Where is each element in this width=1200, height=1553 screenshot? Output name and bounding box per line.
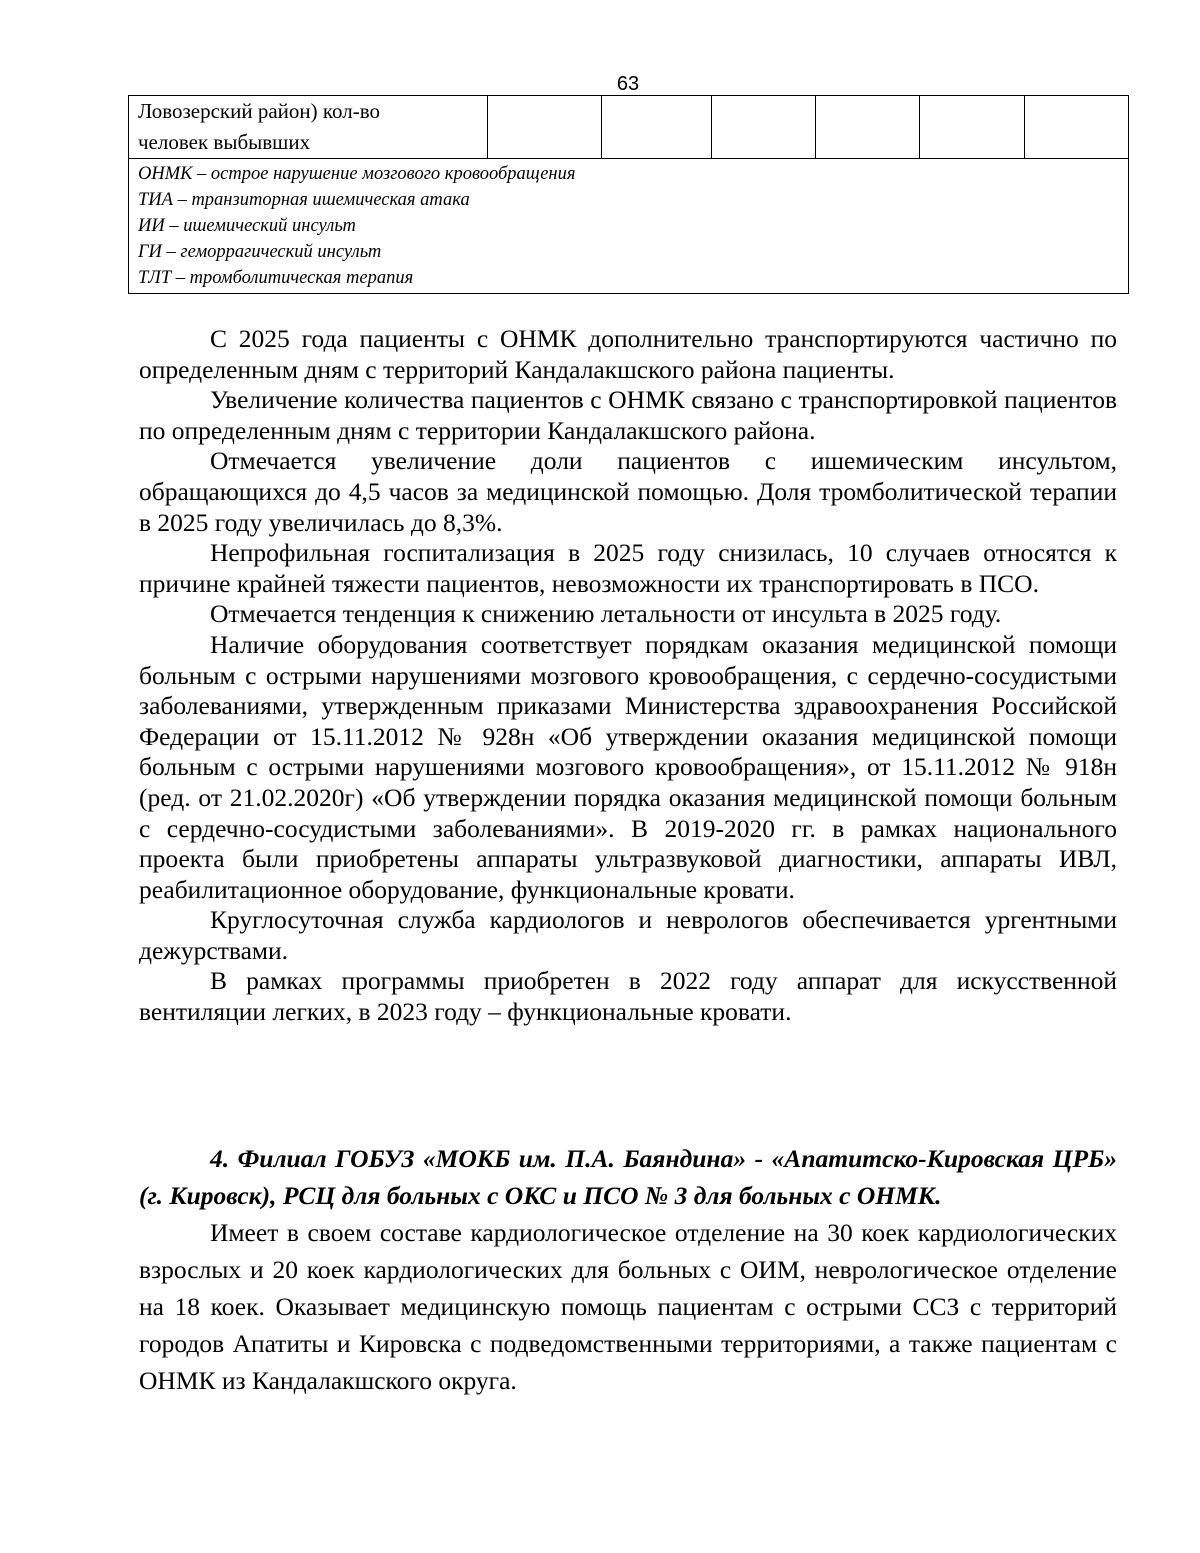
paragraph: Отмечается увеличение доли пациентов с ишемическим инсультом, обращающихся до 4,5 часов за медицинской помощью. Доля тромболитической терапии в 2025 году увеличилась до 8,3%. — [139, 446, 1117, 537]
paragraph: Увеличение количества пациентов с ОНМК связано с транспортировкой пациентов по определенным дням с территории Кандалакшского района. — [139, 385, 1117, 445]
legend-item: ИИ – ишемический инсульт — [138, 216, 356, 236]
legend-item: ГИ – геморрагический инсульт — [138, 242, 382, 262]
section-paragraph: Имеет в своем составе кардиологическое отделение на 30 коек кардиологических взрослых и 20 коек кардиологических для больных с ОИМ, неврологическое отделение на 18 коек. Оказывает медицинскую помощь пациентам с острыми ССЗ с территорий городов Апатиты и Кировска с подведомственными территориями, а также пациентам с ОНМК из Кандалакшского округа. — [139, 1218, 1117, 1395]
legend-item: ТЛТ – тромболитическая терапия — [138, 268, 414, 288]
table-row — [129, 96, 1129, 159]
legend-item: ОНМК – острое нарушение мозгового кровообращения — [138, 164, 576, 184]
section-4 — [139, 1140, 1117, 1399]
statistics-table — [128, 95, 1129, 294]
table-cell — [1025, 96, 1129, 159]
legend-item: ТИА – транзиторная ишемическая атака — [138, 190, 470, 210]
page-number: 63 — [616, 73, 640, 95]
table-cell — [816, 96, 920, 159]
paragraph: С 2025 года пациенты с ОНМК дополнительно транспортируются частично по определенным дням с территорий Кандалакшского района пациенты. — [139, 324, 1117, 384]
body-text — [139, 324, 1117, 1028]
table-cell — [712, 96, 816, 159]
paragraph: Непрофильная госпитализация в 2025 году снизилась, 10 случаев относятся к причине крайней тяжести пациентов, невозможности их транспортировать в ПСО. — [139, 538, 1117, 598]
paragraph: Круглосуточная служба кардиологов и неврологов обеспечивается ургентными дежурствами. — [139, 905, 1117, 965]
row-label-line: человек выбывших — [138, 130, 311, 154]
table-legend-row — [129, 159, 1129, 294]
section-heading: 4. Филиал ГОБУЗ «МОКБ им. П.А. Баяндина» - «Апатитско-Кировская ЦРБ» (г. Кировск), РСЦ для больных с ОКС и ПСО № 3 для больных с ОНМК. — [139, 1144, 1117, 1210]
paragraph: Отмечается тенденция к снижению летальности от инсульта в 2025 году. — [210, 599, 1002, 629]
abbreviation-legend — [129, 159, 1129, 294]
table-cell — [920, 96, 1025, 159]
table-cell — [602, 96, 712, 159]
table-row-label — [129, 96, 488, 159]
table-cell — [488, 96, 602, 159]
row-label-line: Ловозерский район) кол-во — [138, 99, 381, 123]
paragraph: В рамках программы приобретен в 2022 году аппарат для искусственной вентиляции легких, в 2023 году – функциональные кровати. — [139, 966, 1117, 1027]
paragraph: Наличие оборудования соответствует порядкам оказания медицинской помощи больным с острыми нарушениями мозгового кровообращения, с сердечно-сосудистыми заболеваниями, утвержденным приказами Министерства здравоохранения Российской Федерации от 15.11.2012 № 928н «Об утверждении оказания медицинской помощи больным с острыми нарушениями мозгового кровообращения», от 15.11.2012 № 918н (ред. от 21.02.2020г) «Об утверждении порядка оказания медицинской помощи больным с сердечно-сосудистыми заболеваниями». В 2019-2020 гг. в рамках национального проекта были приобретены аппараты ультразвуковой диагностики, аппараты ИВЛ, реабилитационное оборудование, функциональные кровати. — [139, 629, 1117, 904]
